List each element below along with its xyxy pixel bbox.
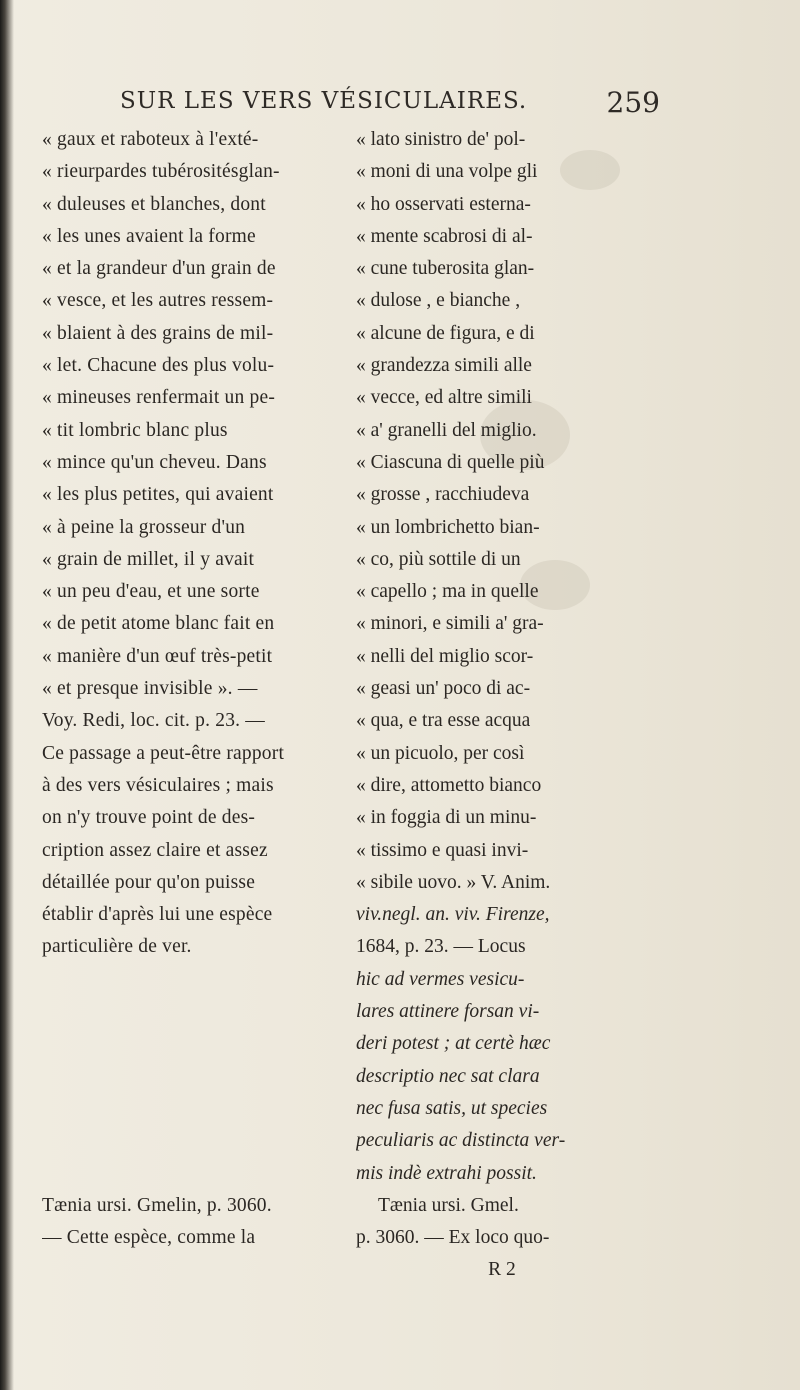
- blank-space: [42, 1125, 334, 1157]
- text-line: « grandezza simili alle: [356, 355, 532, 377]
- latin-text-line: peculiaris ac distincta ver-: [356, 1130, 566, 1152]
- text-line: « tissimo e quasi invi-: [356, 839, 529, 861]
- text-line: « et presque invisible ». —: [42, 678, 258, 700]
- text-line: établir d'après lui une espèce: [42, 904, 273, 926]
- text-line: « les unes avaient la forme: [42, 225, 256, 247]
- blank-space: [42, 996, 334, 1028]
- text-line: Ce passage a peut-être rapport: [42, 742, 285, 764]
- blank-space: [42, 1028, 334, 1060]
- text-line: « un picuolo, per così: [356, 742, 525, 764]
- latin-text-line: deri potest ; at certè hæc: [356, 1033, 551, 1055]
- text-line: « tit lombric blanc plus: [42, 419, 228, 441]
- text-line: « duleuses et blanches, dont: [42, 193, 266, 215]
- text-line: « grain de millet, il y avait: [42, 548, 255, 570]
- text-line: « rieurpardes tubérositésglan-: [42, 161, 280, 183]
- text-line: « geasi un' poco di ac-: [356, 678, 531, 700]
- latin-text-line: lares attinere forsan vi-: [356, 1001, 540, 1023]
- text-line: « dire, attometto bianco: [356, 774, 542, 796]
- species-heading-line: Tænia ursi. Gmel.: [378, 1194, 519, 1216]
- signature-mark: R 2: [488, 1259, 516, 1281]
- text-line: « moni di una volpe gli: [356, 161, 538, 183]
- text-line: particulière de ver.: [42, 936, 192, 958]
- latin-text-line: descriptio nec sat clara: [356, 1065, 540, 1087]
- text-line: cription assez claire et assez: [42, 839, 268, 861]
- text-line: « grosse , racchiudeva: [356, 484, 530, 506]
- text-line: « nelli del miglio scor-: [356, 645, 534, 667]
- text-line: « de petit atome blanc fait en: [42, 613, 275, 635]
- text-line: « lato sinistro de' pol-: [356, 129, 526, 150]
- text-line: « a' granelli del miglio.: [356, 419, 537, 441]
- page-number: 259: [606, 86, 660, 119]
- text-line: p. 3060. — Ex loco quo-: [356, 1227, 550, 1249]
- blank-space: [42, 1093, 334, 1125]
- text-line: « let. Chacune des plus volu-: [42, 355, 275, 377]
- text-line: détaillée pour qu'on puisse: [42, 871, 256, 893]
- text-line: « mineuses renfermait un pe-: [42, 387, 276, 409]
- latin-text-line: mis indè extrahi possit.: [356, 1162, 537, 1184]
- latin-text-line: viv.negl. an. viv. Firenze,: [356, 904, 550, 926]
- text-line: on n'y trouve point de des-: [42, 807, 256, 829]
- text-line: « mente scabrosi di al-: [356, 225, 533, 247]
- text-line: « sibile uovo. » V. Anim.: [356, 871, 551, 893]
- text-line: 1684, p. 23. — Locus: [356, 936, 526, 958]
- species-heading-line: Tænia ursi. Gmelin, p. 3060.: [42, 1194, 272, 1216]
- text-line: « alcune de figura, e di: [356, 322, 535, 344]
- left-column: [42, 124, 334, 1254]
- text-line: « vecce, ed altre simili: [356, 387, 532, 409]
- text-line: « co, più sottile di un: [356, 548, 521, 570]
- blank-space: [42, 1158, 334, 1190]
- blank-space: [42, 1061, 334, 1093]
- text-line: — Cette espèce, comme la: [42, 1227, 256, 1249]
- running-title: SUR LES VERS VÉSICULAIRES.: [120, 88, 528, 114]
- text-line: « blaient à des grains de mil-: [42, 322, 274, 344]
- text-line: « les plus petites, qui avaient: [42, 484, 274, 506]
- page-gutter-shadow: [0, 0, 14, 1390]
- text-line: « un lombrichetto bian-: [356, 516, 540, 538]
- text-line: à des vers vésiculaires ; mais: [42, 774, 274, 796]
- text-line: « et la grandeur d'un grain de: [42, 258, 276, 280]
- text-line: « manière d'un œuf très-petit: [42, 645, 273, 667]
- blank-space: [42, 964, 334, 996]
- citation-line: Voy. Redi, loc. cit. p. 23. —: [42, 710, 265, 732]
- latin-text-line: nec fusa satis, ut species: [356, 1097, 548, 1119]
- text-line: « qua, e tra esse acqua: [356, 710, 531, 732]
- text-line: « dulose , e bianche ,: [356, 290, 521, 312]
- text-line: « vesce, et les autres ressem-: [42, 290, 274, 312]
- text-line: « capello ; ma in quelle: [356, 581, 539, 603]
- text-line: « cune tuberosita glan-: [356, 258, 535, 280]
- page-header: [120, 88, 660, 128]
- latin-text-line: hic ad vermes vesicu-: [356, 968, 525, 990]
- text-line: « ho osservati esterna-: [356, 193, 531, 215]
- text-line: « minori, e simili a' gra-: [356, 613, 544, 635]
- text-line: « Ciascuna di quelle più: [356, 451, 545, 473]
- text-line: « in foggia di un minu-: [356, 807, 537, 829]
- text-line: « un peu d'eau, et une sorte: [42, 581, 260, 603]
- text-line: « gaux et raboteux à l'exté-: [42, 129, 259, 150]
- text-line: « à peine la grosseur d'un: [42, 516, 246, 538]
- right-column: [356, 124, 648, 1287]
- text-line: « mince qu'un cheveu. Dans: [42, 451, 267, 473]
